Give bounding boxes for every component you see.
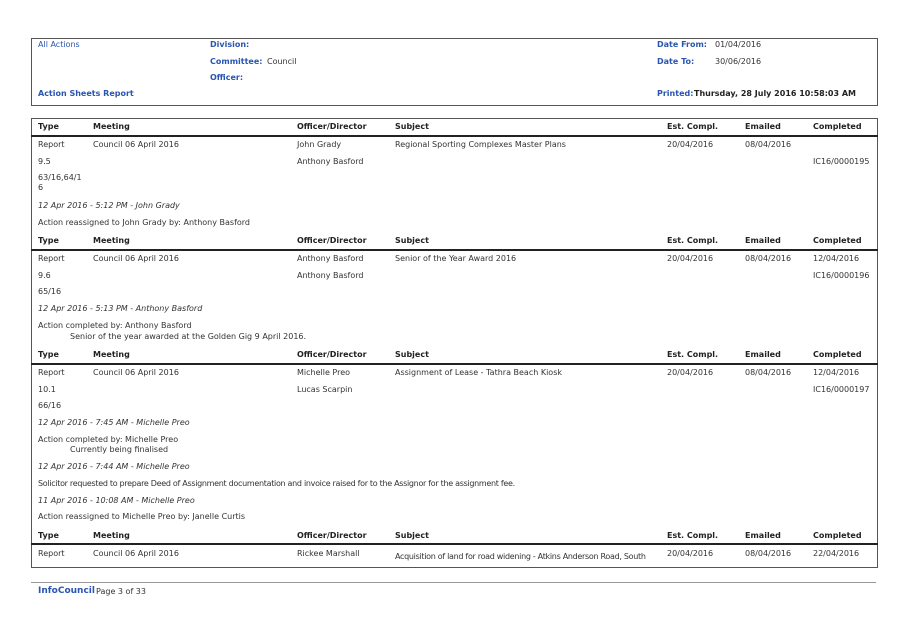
note-stamp: 12 Apr 2016 - 5:12 PM - John Grady bbox=[38, 201, 180, 210]
action-meeting: Council 06 April 2016 bbox=[93, 549, 179, 558]
column-header: Type bbox=[38, 236, 59, 245]
column-header: Meeting bbox=[93, 236, 130, 245]
action-meeting: Council 06 April 2016 bbox=[93, 368, 179, 377]
footer-rule bbox=[31, 582, 876, 583]
note-stamp: 12 Apr 2016 - 7:45 AM - Michelle Preo bbox=[38, 418, 190, 427]
action-type: Report bbox=[38, 254, 65, 263]
header-rule bbox=[31, 363, 878, 365]
action-officer: Anthony Basford bbox=[297, 254, 364, 263]
action-subject: Assignment of Lease - Tathra Beach Kiosk bbox=[395, 368, 562, 377]
officer-label: Officer: bbox=[210, 73, 244, 82]
page-number: Page 3 of 33 bbox=[96, 587, 146, 596]
action-director: Lucas Scarpin bbox=[297, 385, 353, 394]
action-completed: 12/04/2016 bbox=[813, 368, 860, 377]
action-emailed: 08/04/2016 bbox=[745, 140, 792, 149]
date-to-value: 30/06/2016 bbox=[715, 57, 762, 66]
column-header: Type bbox=[38, 531, 59, 540]
action-type: Report bbox=[38, 140, 65, 149]
column-header: Meeting bbox=[93, 350, 130, 359]
action-ref-cont: 6 bbox=[38, 183, 44, 192]
column-header: Type bbox=[38, 122, 59, 131]
action-doc-id: IC16/0000195 bbox=[813, 157, 870, 166]
action-doc-id: IC16/0000197 bbox=[813, 385, 870, 394]
action-ref: 63/16,64/1 bbox=[38, 173, 82, 182]
printed-label: Printed: bbox=[657, 89, 694, 98]
committee-label: Committee: bbox=[210, 57, 263, 66]
note-text: Action reassigned to Michelle Preo by: Janelle Curtis bbox=[38, 512, 246, 521]
column-header: Subject bbox=[395, 531, 429, 540]
column-header: Type bbox=[38, 350, 59, 359]
column-header: Est. Compl. bbox=[667, 350, 719, 359]
action-ref: 66/16 bbox=[38, 401, 62, 410]
column-header: Meeting bbox=[93, 122, 130, 131]
note-stamp: 12 Apr 2016 - 7:44 AM - Michelle Preo bbox=[38, 462, 190, 471]
column-header: Officer/Director bbox=[297, 236, 367, 245]
note-stamp: 12 Apr 2016 - 5:13 PM - Anthony Basford bbox=[38, 304, 203, 313]
action-est-compl: 20/04/2016 bbox=[667, 368, 714, 377]
column-header: Subject bbox=[395, 350, 429, 359]
column-header: Emailed bbox=[745, 236, 781, 245]
date-from-label: Date From: bbox=[657, 40, 708, 49]
action-subject: Senior of the Year Award 2016 bbox=[395, 254, 517, 263]
note-text: Action completed by: Michelle Preo bbox=[38, 435, 179, 444]
date-from-value: 01/04/2016 bbox=[715, 40, 762, 49]
column-header: Officer/Director bbox=[297, 350, 367, 359]
action-doc-id: IC16/0000196 bbox=[813, 271, 870, 280]
column-header: Officer/Director bbox=[297, 122, 367, 131]
action-completed: 12/04/2016 bbox=[813, 254, 860, 263]
action-est-compl: 20/04/2016 bbox=[667, 254, 714, 263]
column-header: Meeting bbox=[93, 531, 130, 540]
column-header: Est. Compl. bbox=[667, 531, 719, 540]
column-header: Est. Compl. bbox=[667, 122, 719, 131]
printed-value: Thursday, 28 July 2016 10:58:03 AM bbox=[694, 89, 856, 98]
column-header: Emailed bbox=[745, 531, 781, 540]
column-header: Emailed bbox=[745, 122, 781, 131]
note-text: Action reassigned to John Grady by: Anthony Basford bbox=[38, 218, 250, 227]
action-type: Report bbox=[38, 368, 65, 377]
action-emailed: 08/04/2016 bbox=[745, 549, 792, 558]
action-item: 9.5 bbox=[38, 157, 51, 166]
header-rule bbox=[31, 249, 878, 251]
committee-value: Council bbox=[267, 57, 297, 66]
action-officer: Rickee Marshall bbox=[297, 549, 360, 558]
action-officer: Michelle Preo bbox=[297, 368, 351, 377]
action-completed: 22/04/2016 bbox=[813, 549, 860, 558]
action-director: Anthony Basford bbox=[297, 271, 364, 280]
action-meeting: Council 06 April 2016 bbox=[93, 140, 179, 149]
all-actions-label: All Actions bbox=[38, 40, 80, 49]
column-header: Subject bbox=[395, 122, 429, 131]
action-type: Report bbox=[38, 549, 65, 558]
column-header: Completed bbox=[813, 122, 862, 131]
column-header: Completed bbox=[813, 531, 862, 540]
header-rule bbox=[31, 543, 878, 545]
report-title: Action Sheets Report bbox=[38, 89, 134, 98]
column-header: Officer/Director bbox=[297, 531, 367, 540]
note-stamp: 11 Apr 2016 - 10:08 AM - Michelle Preo bbox=[38, 496, 195, 505]
note-detail: Senior of the year awarded at the Golden Gig 9 April 2016. bbox=[70, 332, 307, 341]
action-subject: Acquisition of land for road widening - Atkins Anderson Road, South bbox=[395, 552, 646, 561]
action-item: 9.6 bbox=[38, 271, 51, 280]
footer-brand: InfoCouncil bbox=[38, 586, 95, 596]
note-detail: Currently being finalised bbox=[70, 445, 169, 454]
note-text: Solicitor requested to prepare Deed of Assignment documentation and invoice raised for to the Assignor for the assignment fee. bbox=[38, 479, 515, 488]
header-rule bbox=[31, 135, 878, 137]
action-meeting: Council 06 April 2016 bbox=[93, 254, 179, 263]
column-header: Completed bbox=[813, 350, 862, 359]
action-emailed: 08/04/2016 bbox=[745, 254, 792, 263]
note-text: Action completed by: Anthony Basford bbox=[38, 321, 192, 330]
action-ref: 65/16 bbox=[38, 287, 62, 296]
action-officer: John Grady bbox=[297, 140, 342, 149]
action-director: Anthony Basford bbox=[297, 157, 364, 166]
action-emailed: 08/04/2016 bbox=[745, 368, 792, 377]
column-header: Subject bbox=[395, 236, 429, 245]
date-to-label: Date To: bbox=[657, 57, 695, 66]
action-item: 10.1 bbox=[38, 385, 56, 394]
column-header: Completed bbox=[813, 236, 862, 245]
column-header: Est. Compl. bbox=[667, 236, 719, 245]
action-subject: Regional Sporting Complexes Master Plans bbox=[395, 140, 566, 149]
division-label: Division: bbox=[210, 40, 250, 49]
column-header: Emailed bbox=[745, 350, 781, 359]
action-est-compl: 20/04/2016 bbox=[667, 549, 714, 558]
action-est-compl: 20/04/2016 bbox=[667, 140, 714, 149]
